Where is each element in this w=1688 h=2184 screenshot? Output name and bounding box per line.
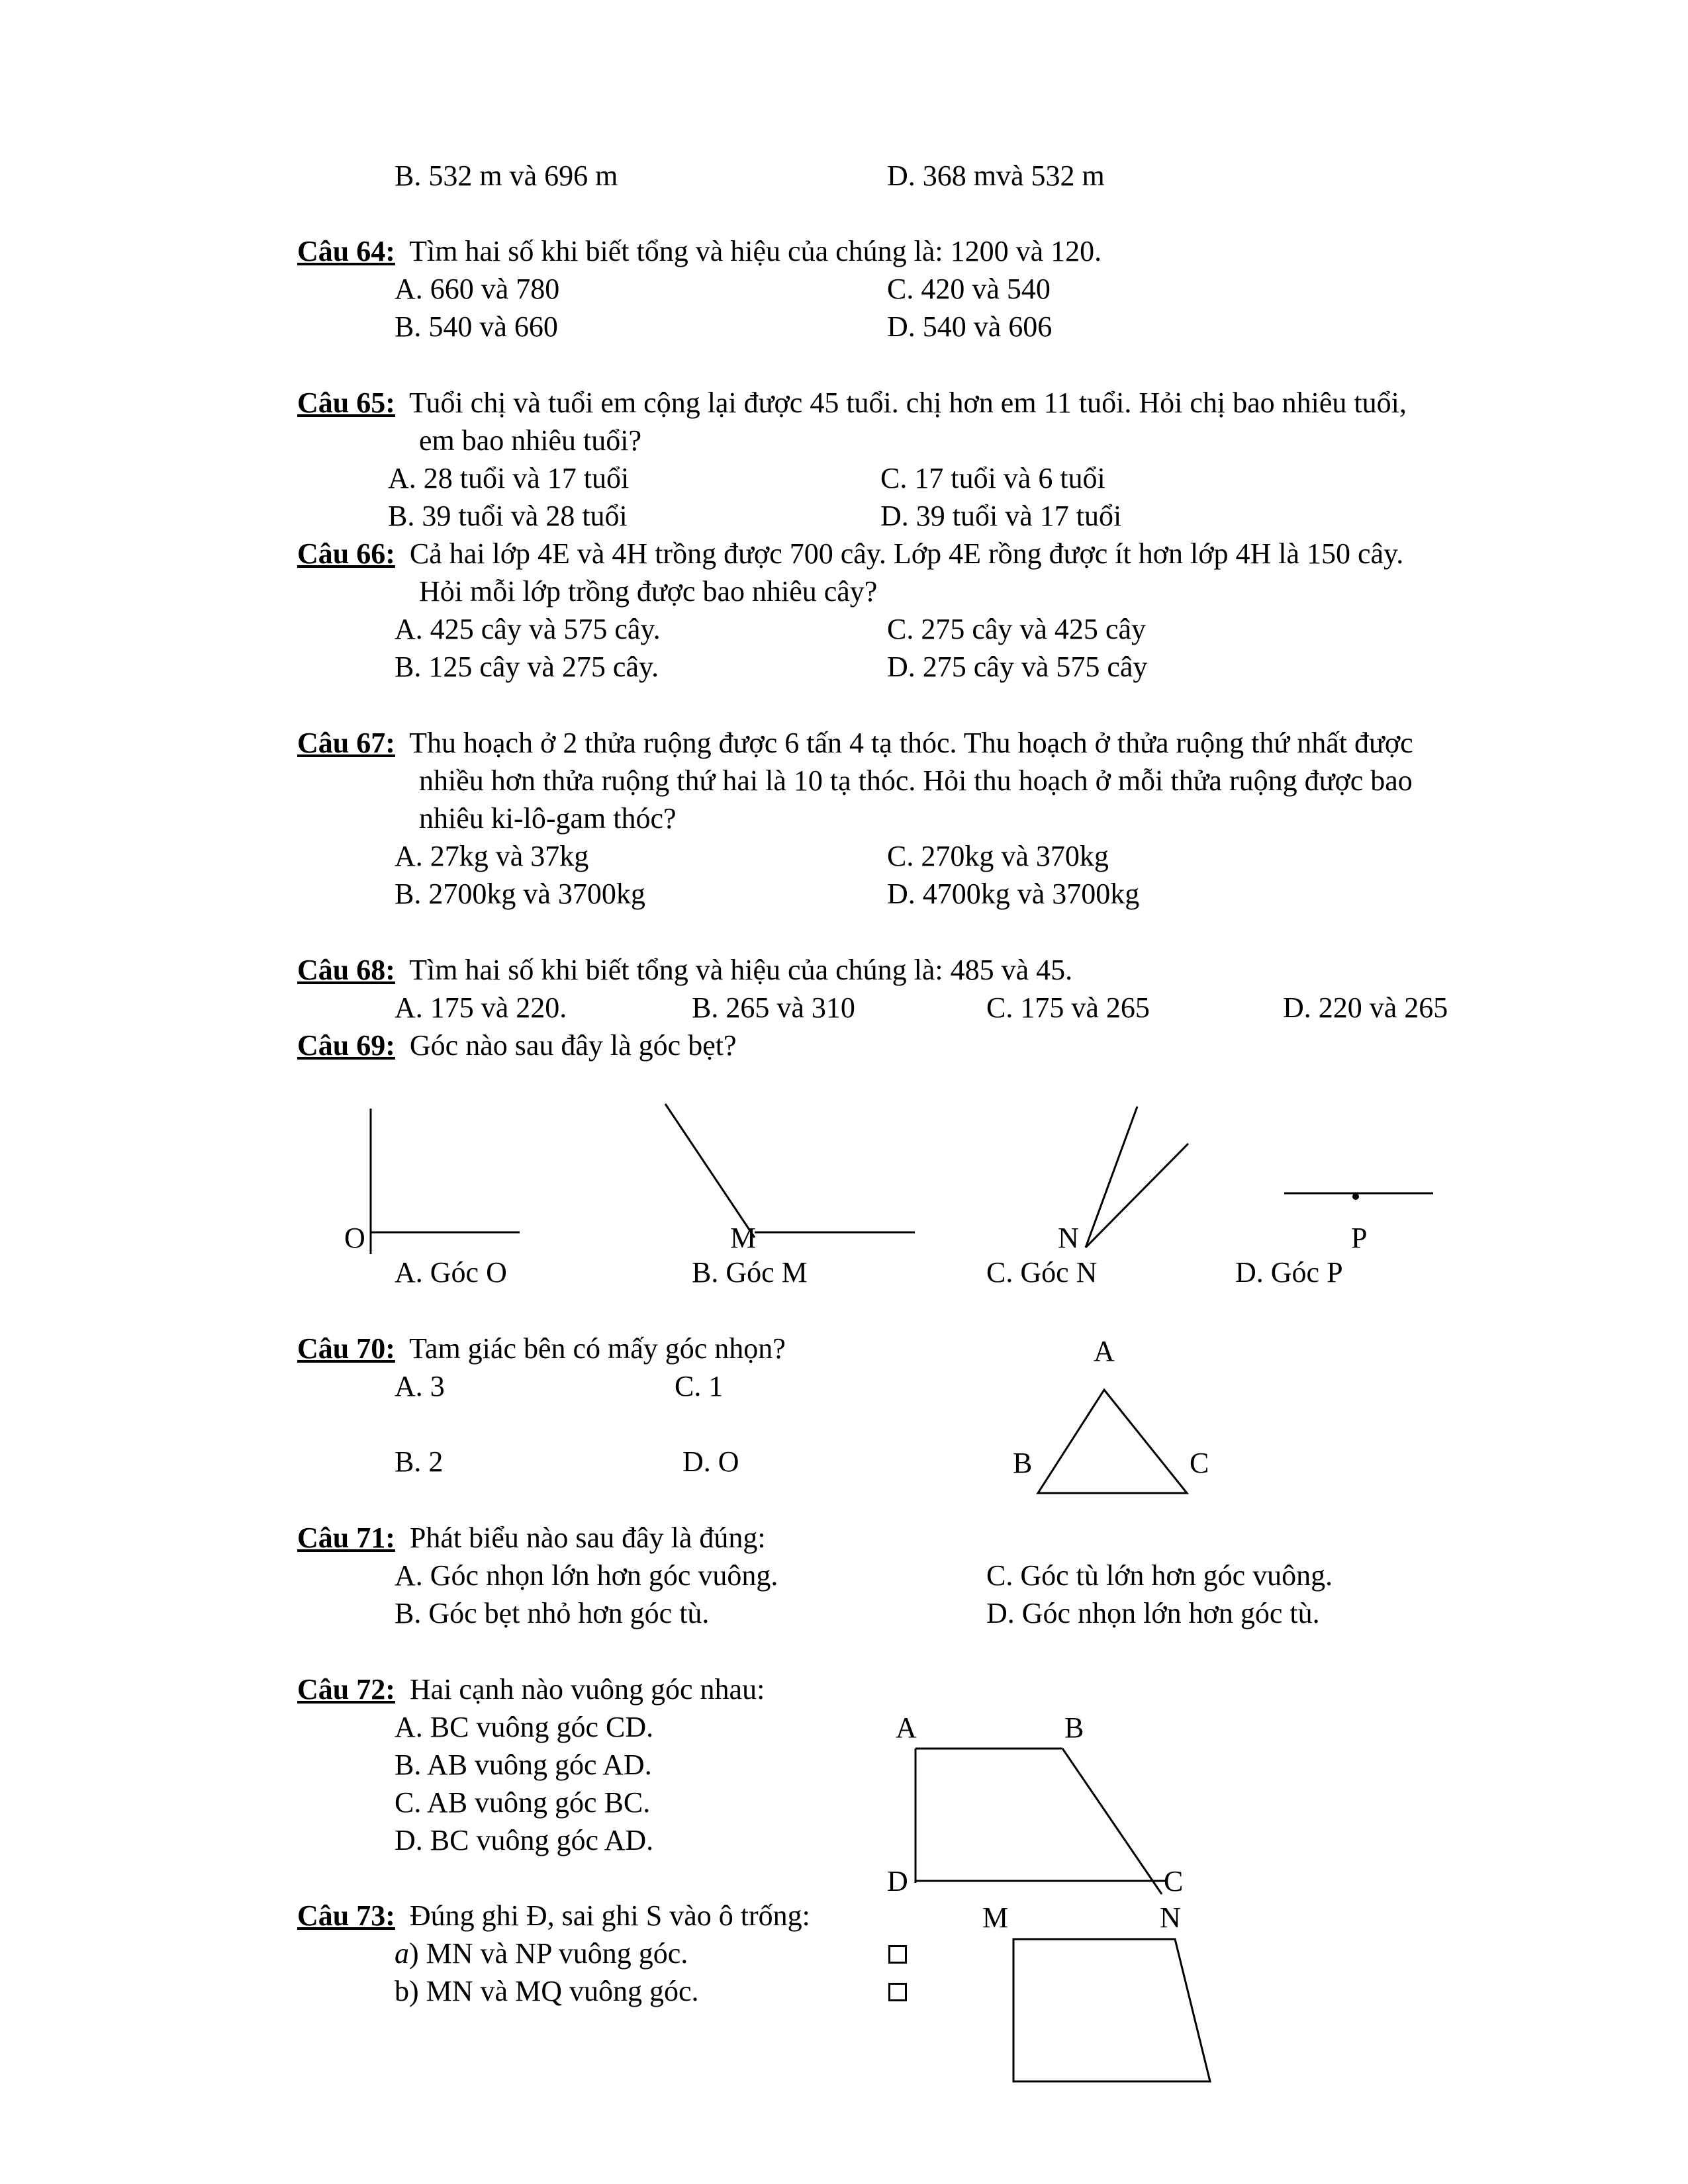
q72-option-b: B. AB vuông góc AD. bbox=[395, 1749, 652, 1781]
q70-option-c: C. 1 bbox=[675, 1370, 724, 1402]
q68-option-b: B. 265 và 310 bbox=[692, 991, 855, 1024]
trapezoid-vertex-b: B bbox=[1064, 1711, 1084, 1744]
q66-option-b: B. 125 cây và 275 cây. bbox=[395, 651, 659, 683]
question-72-label: Câu 72: bbox=[297, 1673, 395, 1706]
question-72 bbox=[297, 1672, 765, 1707]
angle-p-vertex-dot bbox=[1352, 1193, 1359, 1200]
q64-option-d: D. 540 và 606 bbox=[887, 310, 1053, 343]
trapezoid-vertex-c: C bbox=[1164, 1865, 1184, 1897]
question-66-text: Cả hai lớp 4E và 4H trồng được 700 cây. Lớp 4E rồng được ít hơn lớp 4H là 150 cây. bbox=[409, 537, 1404, 570]
q64-option-c: C. 420 và 540 bbox=[887, 273, 1051, 305]
q72-option-d: D. BC vuông góc AD. bbox=[395, 1824, 654, 1856]
q73-statement-a-letter: a bbox=[395, 1937, 409, 1970]
q66-option-a: A. 425 cây và 575 cây. bbox=[395, 613, 661, 645]
q65-option-d: D. 39 tuổi và 17 tuổi bbox=[880, 500, 1122, 532]
question-70 bbox=[297, 1332, 786, 1366]
q68-option-a: A. 175 và 220. bbox=[395, 991, 567, 1024]
question-71-text: Phát biểu nào sau đây là đúng: bbox=[409, 1522, 766, 1554]
q66-option-d: D. 275 cây và 575 cây bbox=[887, 651, 1148, 683]
question-67-text: Thu hoạch ở 2 thửa ruộng được 6 tấn 4 tạ thóc. Thu hoạch ở thửa ruộng thứ nhất được bbox=[409, 727, 1413, 759]
q72-option-c: C. AB vuông góc BC. bbox=[395, 1786, 651, 1819]
triangle-vertex-c: C bbox=[1190, 1447, 1209, 1479]
answer-checkbox-a[interactable] bbox=[888, 1945, 907, 1964]
q71-option-b: B. Góc bẹt nhỏ hơn góc tù. bbox=[395, 1597, 710, 1629]
question-71 bbox=[297, 1521, 766, 1555]
q68-option-c: C. 175 và 265 bbox=[986, 991, 1150, 1024]
q65-option-a: A. 28 tuổi và 17 tuổi bbox=[388, 462, 630, 494]
q73-statement-b: b) MN và MQ vuông góc. bbox=[395, 1975, 699, 2007]
question-70-label: Câu 70: bbox=[297, 1332, 395, 1365]
question-71-label: Câu 71: bbox=[297, 1522, 395, 1554]
question-66-label: Câu 66: bbox=[297, 537, 395, 570]
question-69-text: Góc nào sau đây là góc bẹt? bbox=[409, 1029, 737, 1062]
edge-bc bbox=[1062, 1749, 1162, 1894]
q71-option-c: C. Góc tù lớn hơn góc vuông. bbox=[986, 1559, 1333, 1592]
angle-n-figure bbox=[1086, 1107, 1188, 1248]
angle-o-label: O bbox=[344, 1222, 365, 1254]
quad-vertex-m: M bbox=[982, 1901, 1009, 1934]
q64-option-a: A. 660 và 780 bbox=[395, 273, 560, 305]
question-65-text-cont: em bao nhiêu tuổi? bbox=[419, 424, 642, 457]
q71-option-d: D. Góc nhọn lớn hơn góc tù. bbox=[986, 1597, 1320, 1629]
quadrilateral-mnpq bbox=[1013, 1939, 1210, 2081]
q73-statement-a-text: ) MN và NP vuông góc. bbox=[409, 1937, 688, 1970]
triangle-vertex-b: B bbox=[1013, 1447, 1033, 1479]
angle-p-label: P bbox=[1351, 1222, 1368, 1254]
quad-vertex-n: N bbox=[1160, 1901, 1181, 1934]
trapezoid-vertex-d: D bbox=[887, 1865, 908, 1897]
question-67-label: Câu 67: bbox=[297, 727, 395, 759]
question-65-label: Câu 65: bbox=[297, 387, 395, 419]
question-73-label: Câu 73: bbox=[297, 1899, 395, 1932]
question-73 bbox=[297, 1899, 810, 1933]
q64-option-b: B. 540 và 660 bbox=[395, 310, 558, 343]
q70-option-b: B. 2 bbox=[395, 1445, 444, 1478]
question-73-text: Đúng ghi Đ, sai ghi S vào ô trống: bbox=[409, 1899, 810, 1932]
q72-option-a: A. BC vuông góc CD. bbox=[395, 1711, 654, 1743]
triangle-abc bbox=[1038, 1390, 1187, 1493]
q69-option-a: A. Góc O bbox=[395, 1256, 507, 1289]
triangle-vertex-a: A bbox=[1094, 1335, 1115, 1367]
q71-option-a: A. Góc nhọn lớn hơn góc vuông. bbox=[395, 1559, 778, 1592]
angle-o-figure bbox=[371, 1109, 520, 1254]
q67-option-c: C. 270kg và 370kg bbox=[887, 840, 1109, 872]
trapezoid-vertex-a: A bbox=[896, 1711, 917, 1744]
question-72-text: Hai cạnh nào vuông góc nhau: bbox=[409, 1673, 765, 1706]
angle-m-slanted-ray bbox=[665, 1104, 755, 1238]
angle-n-ray-2 bbox=[1086, 1144, 1188, 1248]
q66-option-c: C. 275 cây và 425 cây bbox=[887, 613, 1146, 645]
q68-option-d: D. 220 và 265 bbox=[1283, 991, 1448, 1024]
question-65-text: Tuổi chị và tuổi em cộng lại được 45 tuổi. chị hơn em 11 tuổi. Hỏi chị bao nhiêu tuổi, bbox=[409, 387, 1407, 419]
question-64-text: Tìm hai số khi biết tổng và hiệu của chúng là: 1200 và 120. bbox=[409, 235, 1102, 267]
question-66-text-cont: Hỏi mỗi lớp trồng được bao nhiêu cây? bbox=[419, 575, 878, 608]
question-67-text-cont-2: nhiêu ki-lô-gam thóc? bbox=[419, 802, 677, 835]
q73-statement-a bbox=[395, 1936, 688, 1971]
q65-option-c: C. 17 tuổi và 6 tuổi bbox=[880, 462, 1105, 494]
angle-n-ray-1 bbox=[1086, 1107, 1137, 1248]
q67-option-d: D. 4700kg và 3700kg bbox=[887, 878, 1140, 910]
angle-m-figure bbox=[665, 1104, 915, 1238]
question-68-label: Câu 68: bbox=[297, 954, 395, 986]
carry-option-d: D. 368 mvà 532 m bbox=[887, 159, 1105, 192]
question-67-text-cont: nhiều hơn thửa ruộng thứ hai là 10 tạ thóc. Hỏi thu hoạch ở mỗi thửa ruộng được bao bbox=[419, 764, 1413, 797]
q69-option-d: D. Góc P bbox=[1235, 1256, 1343, 1289]
question-70-text: Tam giác bên có mấy góc nhọn? bbox=[409, 1332, 786, 1365]
q70-option-a: A. 3 bbox=[395, 1370, 445, 1402]
answer-checkbox-b[interactable] bbox=[888, 1983, 907, 2001]
q67-option-b: B. 2700kg và 3700kg bbox=[395, 878, 645, 910]
trapezoid-abcd bbox=[915, 1749, 1165, 1894]
question-64-label: Câu 64: bbox=[297, 235, 395, 267]
q65-option-b: B. 39 tuổi và 28 tuổi bbox=[388, 500, 628, 532]
carry-option-b: B. 532 m và 696 m bbox=[395, 159, 618, 192]
question-69-label: Câu 69: bbox=[297, 1029, 395, 1062]
q69-option-b: B. Góc M bbox=[692, 1256, 808, 1289]
angle-n-label: N bbox=[1058, 1222, 1079, 1254]
q67-option-a: A. 27kg và 37kg bbox=[395, 840, 589, 872]
angle-m-label: M bbox=[730, 1222, 757, 1254]
question-68-text: Tìm hai số khi biết tổng và hiệu của chúng là: 485 và 45. bbox=[409, 954, 1073, 986]
q70-option-d: D. O bbox=[682, 1445, 739, 1478]
q69-option-c: C. Góc N bbox=[986, 1256, 1098, 1289]
